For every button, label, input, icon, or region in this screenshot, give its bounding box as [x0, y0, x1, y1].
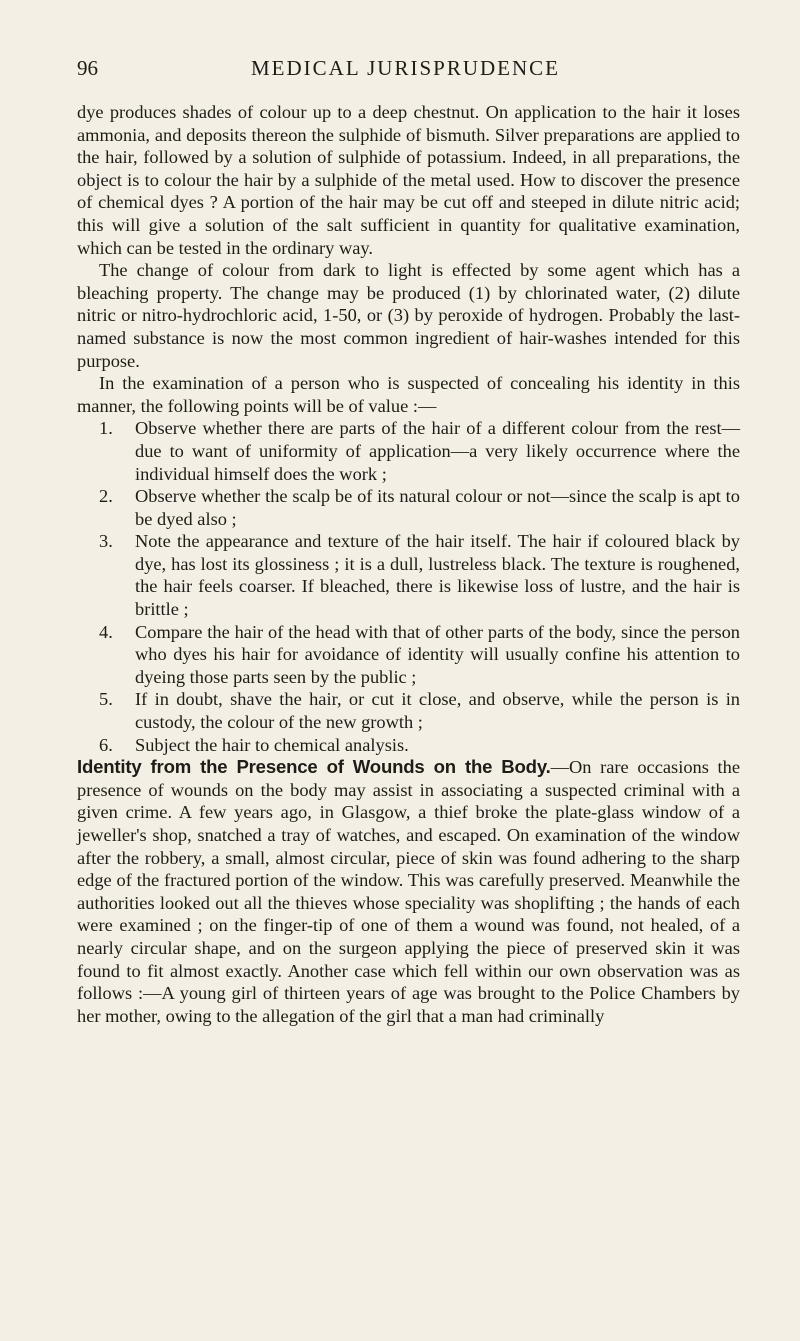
list-item-number: 1.: [99, 418, 113, 439]
list-item-number: 2.: [99, 486, 113, 507]
paragraph-continuation: dye produces shades of colour up to a deep chestnut. On application to the hair it loses ammonia, and deposits thereon the sulphide of bismuth. Silver preparations are applied to the hair, followed by a solution of sulphide of potassium. Indeed, in all preparations, the object is to colour the hair by a sulphide of the metal used. How to discover the presence of chemical dyes ? A portion of the hair may be cut off and steeped in dilute nitric acid; this will give a solution of the salt sufficient in quantity for qualitative examination, which can be tested in the ordinary way.: [77, 102, 740, 258]
list-item-text: Note the appearance and texture of the hair itself. The hair if coloured black by dye, has lost its glossiness ; it is a dull, lustreless black. The texture is roughened, the hair feels coarser. If bleached, there is likewise loss of lustre, and the hair is brittle ;: [135, 531, 740, 620]
list-item-text: If in doubt, shave the hair, or cut it close, and observe, while the person is in custody, the colour of the new growth ;: [135, 689, 740, 733]
list-item-number: 6.: [99, 734, 113, 755]
paragraph-bleaching: The change of colour from dark to light is effected by some agent which has a bleaching property. The change may be produced (1) by chlorinated water, (2) dilute nitric or nitro-hydrochloric acid, 1-50, or (3) by peroxide of hydrogen. Probably the last-named substance is now the most common ingredient of hair-washes intended for this purpose.: [77, 260, 740, 371]
list-item-number: 3.: [99, 531, 113, 552]
list-item-text: Observe whether the scalp be of its natural colour or not—since the scalp is apt to be dyed also ;: [135, 486, 740, 529]
points-list: [77, 417, 740, 756]
page-header: [77, 56, 734, 84]
list-item-number: 4.: [99, 621, 113, 642]
list-item: [77, 417, 740, 485]
paragraph-wounds: [77, 756, 740, 1027]
list-item-text: Subject the hair to chemical analysis.: [135, 734, 409, 755]
running-head: MEDICAL JURISPRUDENCE: [251, 56, 560, 80]
section-text: —On rare occasions the presence of wounds on the body may assist in associating a suspected criminal with a given crime. A few years ago, in Glasgow, a thief broke the plate-glass window of a jeweller's shop, snatched a tray of watches, and escaped. On examination of the window after the robbery, a small, almost circular, piece of skin was found adhering to the sharp edge of the fractured portion of the window. This was carefully preserved. Meanwhile the authorities looked out all the thieves whose speciality was shoplifting ; the hands of each were examined ; on the finger-tip of one of them a wound was found, not healed, of a nearly circular shape, and on the surgeon applying the piece of preserved skin it was found to fit almost exactly. Another case which fell within our own observation was as follows :—A young girl of thirteen years of age was brought to the Police Chambers by her mother, owing to the allegation of the girl that a man had criminally: [77, 757, 741, 1026]
list-item-text: Observe whether there are parts of the hair of a different colour from the rest—due to want of uniformity of application—a very likely occurrence where the individual himself does the work ;: [135, 418, 740, 484]
list-item: [77, 688, 740, 733]
paragraph-examination-intro: In the examination of a person who is suspected of concealing his identity in this manner, the following points will be of value :—: [77, 373, 740, 416]
page-number: 96: [77, 56, 98, 80]
list-item: [77, 485, 740, 530]
page-body: [77, 101, 740, 1027]
section-heading: Identity from the Presence of Wounds on the Body.: [77, 756, 551, 778]
list-item-text: Compare the hair of the head with that of other parts of the body, since the person who dyes his hair for avoidance of identity will usually confine his attention to dyeing those parts seen by the public ;: [135, 621, 740, 687]
list-item: [77, 734, 740, 757]
list-item-number: 5.: [99, 689, 113, 710]
list-item: [77, 530, 740, 620]
list-item: [77, 621, 740, 689]
